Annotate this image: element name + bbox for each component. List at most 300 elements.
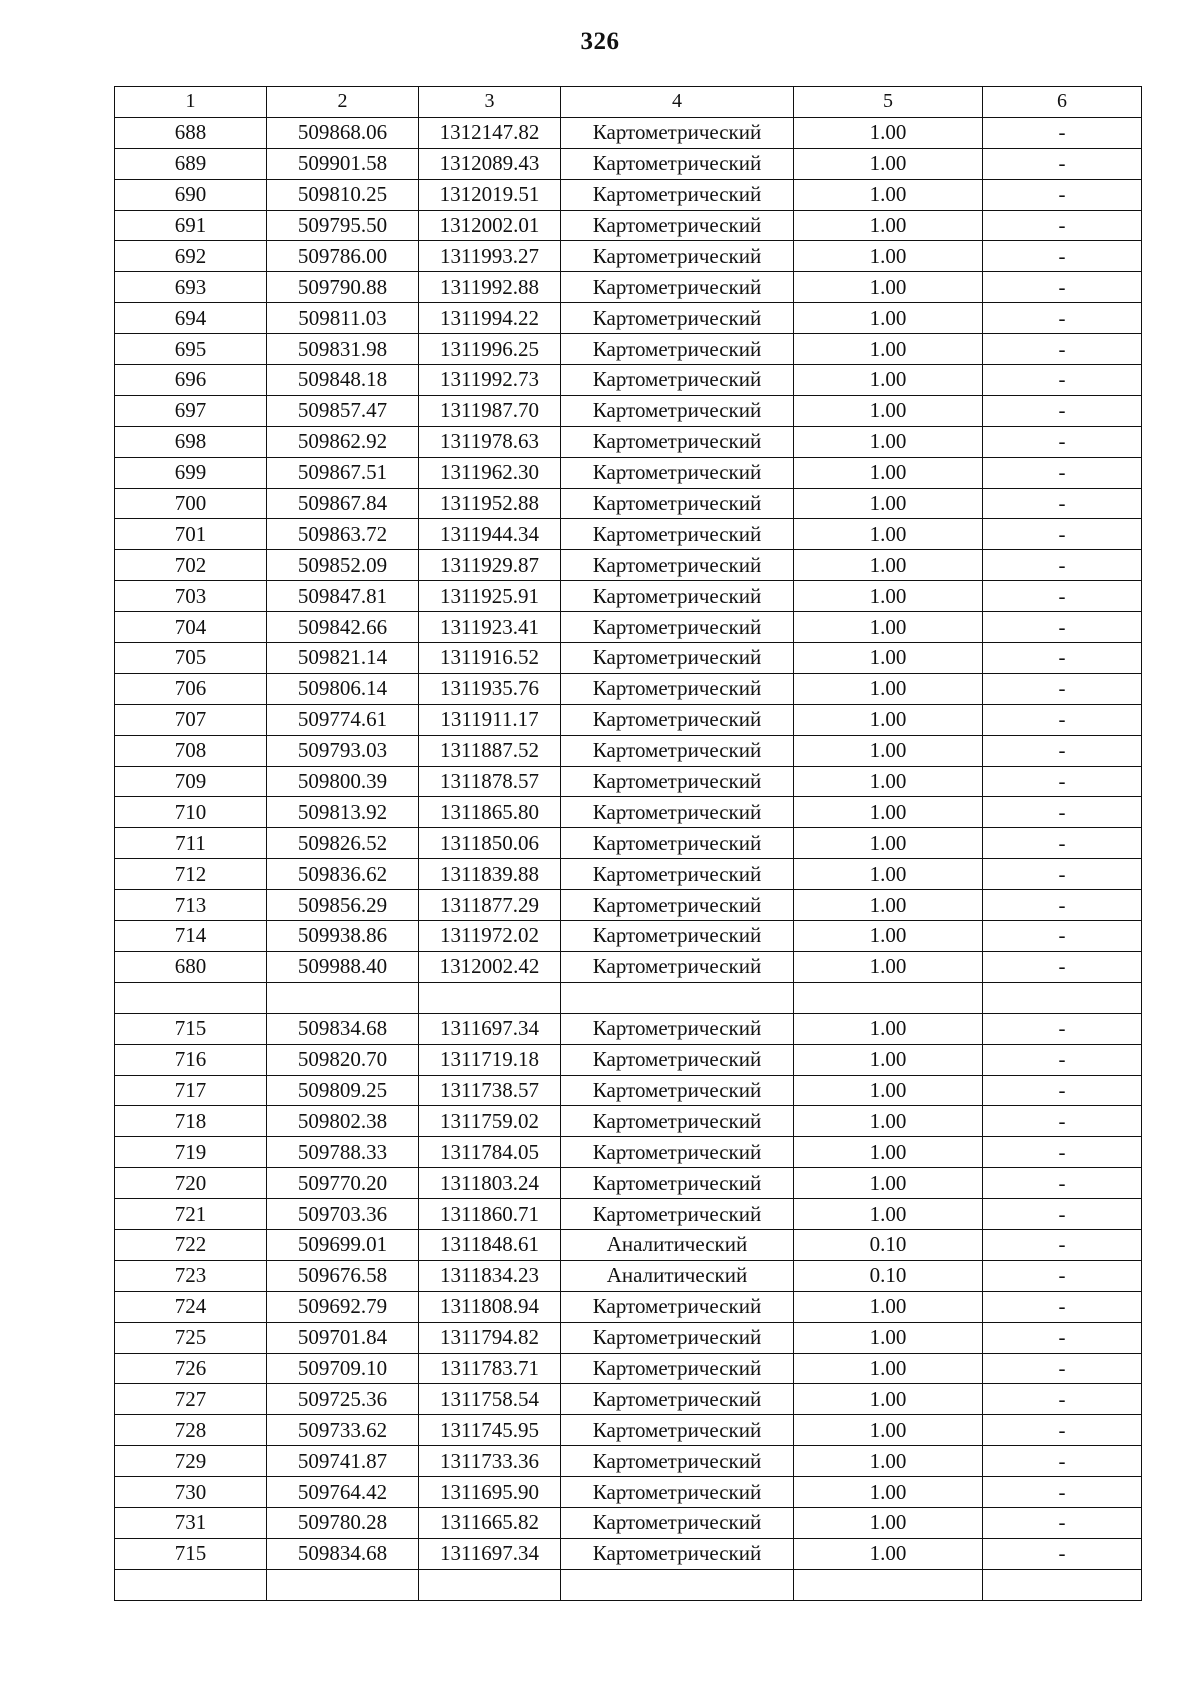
description-cell: - bbox=[983, 210, 1142, 241]
table-row bbox=[115, 519, 1142, 550]
y-coordinate-cell: 1311808.94 bbox=[419, 1291, 561, 1322]
method-cell: Картометрический bbox=[561, 643, 794, 674]
coordinates-table bbox=[114, 86, 1142, 1601]
method-cell: Картометрический bbox=[561, 1168, 794, 1199]
y-coordinate-cell: 1311911.17 bbox=[419, 704, 561, 735]
method-cell: Картометрический bbox=[561, 519, 794, 550]
point-number-cell: 700 bbox=[115, 488, 267, 519]
accuracy-cell: 1.00 bbox=[794, 1291, 983, 1322]
point-number-cell: 704 bbox=[115, 612, 267, 643]
table-row bbox=[115, 859, 1142, 890]
table-row bbox=[115, 828, 1142, 859]
point-number-cell: 725 bbox=[115, 1322, 267, 1353]
table-row bbox=[115, 1137, 1142, 1168]
x-coordinate-cell: 509764.42 bbox=[267, 1477, 419, 1508]
accuracy-cell: 1.00 bbox=[794, 859, 983, 890]
x-coordinate-cell: 509938.86 bbox=[267, 921, 419, 952]
point-number-cell: 692 bbox=[115, 241, 267, 272]
description-cell: - bbox=[983, 303, 1142, 334]
accuracy-cell bbox=[794, 1569, 983, 1600]
point-number-cell: 731 bbox=[115, 1507, 267, 1538]
x-coordinate-cell: 509793.03 bbox=[267, 735, 419, 766]
column-header: 5 bbox=[794, 87, 983, 118]
point-number-cell: 710 bbox=[115, 797, 267, 828]
table-row bbox=[115, 210, 1142, 241]
y-coordinate-cell: 1311697.34 bbox=[419, 1013, 561, 1044]
y-coordinate-cell: 1311877.29 bbox=[419, 890, 561, 921]
table-row bbox=[115, 581, 1142, 612]
x-coordinate-cell bbox=[267, 982, 419, 1013]
accuracy-cell: 1.00 bbox=[794, 1199, 983, 1230]
table-row bbox=[115, 1229, 1142, 1260]
description-cell: - bbox=[983, 951, 1142, 982]
description-cell: - bbox=[983, 1013, 1142, 1044]
table-row bbox=[115, 550, 1142, 581]
description-cell: - bbox=[983, 673, 1142, 704]
point-number-cell: 714 bbox=[115, 921, 267, 952]
table-row bbox=[115, 117, 1142, 148]
accuracy-cell: 1.00 bbox=[794, 643, 983, 674]
y-coordinate-cell: 1312019.51 bbox=[419, 179, 561, 210]
description-cell: - bbox=[983, 1353, 1142, 1384]
x-coordinate-cell: 509847.81 bbox=[267, 581, 419, 612]
point-number-cell: 721 bbox=[115, 1199, 267, 1230]
x-coordinate-cell: 509802.38 bbox=[267, 1106, 419, 1137]
x-coordinate-cell: 509788.33 bbox=[267, 1137, 419, 1168]
y-coordinate-cell: 1311923.41 bbox=[419, 612, 561, 643]
x-coordinate-cell: 509820.70 bbox=[267, 1044, 419, 1075]
description-cell: - bbox=[983, 735, 1142, 766]
accuracy-cell: 1.00 bbox=[794, 457, 983, 488]
method-cell: Картометрический bbox=[561, 1137, 794, 1168]
y-coordinate-cell: 1312002.42 bbox=[419, 951, 561, 982]
point-number-cell: 712 bbox=[115, 859, 267, 890]
y-coordinate-cell: 1311759.02 bbox=[419, 1106, 561, 1137]
point-number-cell: 717 bbox=[115, 1075, 267, 1106]
method-cell: Картометрический bbox=[561, 766, 794, 797]
accuracy-cell: 1.00 bbox=[794, 735, 983, 766]
accuracy-cell: 1.00 bbox=[794, 1415, 983, 1446]
column-header: 2 bbox=[267, 87, 419, 118]
x-coordinate-cell: 509709.10 bbox=[267, 1353, 419, 1384]
description-cell: - bbox=[983, 1044, 1142, 1075]
table-row bbox=[115, 1538, 1142, 1569]
method-cell: Картометрический bbox=[561, 272, 794, 303]
accuracy-cell: 0.10 bbox=[794, 1260, 983, 1291]
table-row bbox=[115, 766, 1142, 797]
y-coordinate-cell bbox=[419, 1569, 561, 1600]
table-row bbox=[115, 982, 1142, 1013]
description-cell: - bbox=[983, 1199, 1142, 1230]
description-cell: - bbox=[983, 272, 1142, 303]
method-cell: Картометрический bbox=[561, 1415, 794, 1446]
point-number-cell bbox=[115, 1569, 267, 1600]
x-coordinate-cell: 509725.36 bbox=[267, 1384, 419, 1415]
y-coordinate-cell: 1311952.88 bbox=[419, 488, 561, 519]
y-coordinate-cell: 1311719.18 bbox=[419, 1044, 561, 1075]
accuracy-cell: 1.00 bbox=[794, 210, 983, 241]
point-number-cell: 729 bbox=[115, 1446, 267, 1477]
point-number-cell: 702 bbox=[115, 550, 267, 581]
method-cell: Картометрический bbox=[561, 890, 794, 921]
x-coordinate-cell: 509741.87 bbox=[267, 1446, 419, 1477]
accuracy-cell: 1.00 bbox=[794, 1353, 983, 1384]
x-coordinate-cell: 509795.50 bbox=[267, 210, 419, 241]
x-coordinate-cell: 509733.62 bbox=[267, 1415, 419, 1446]
table-row bbox=[115, 704, 1142, 735]
y-coordinate-cell: 1312089.43 bbox=[419, 148, 561, 179]
point-number-cell: 698 bbox=[115, 426, 267, 457]
point-number-cell: 728 bbox=[115, 1415, 267, 1446]
x-coordinate-cell bbox=[267, 1569, 419, 1600]
description-cell: - bbox=[983, 581, 1142, 612]
table-row bbox=[115, 488, 1142, 519]
method-cell: Картометрический bbox=[561, 426, 794, 457]
table-row bbox=[115, 457, 1142, 488]
x-coordinate-cell: 509901.58 bbox=[267, 148, 419, 179]
method-cell: Картометрический bbox=[561, 1075, 794, 1106]
method-cell: Картометрический bbox=[561, 179, 794, 210]
method-cell: Картометрический bbox=[561, 673, 794, 704]
column-header: 3 bbox=[419, 87, 561, 118]
x-coordinate-cell: 509806.14 bbox=[267, 673, 419, 704]
point-number-cell: 689 bbox=[115, 148, 267, 179]
table-row bbox=[115, 1168, 1142, 1199]
point-number-cell: 680 bbox=[115, 951, 267, 982]
description-cell: - bbox=[983, 797, 1142, 828]
table-row bbox=[115, 797, 1142, 828]
description-cell: - bbox=[983, 859, 1142, 890]
description-cell: - bbox=[983, 890, 1142, 921]
table-row bbox=[115, 241, 1142, 272]
method-cell: Картометрический bbox=[561, 1538, 794, 1569]
y-coordinate-cell: 1311733.36 bbox=[419, 1446, 561, 1477]
method-cell: Картометрический bbox=[561, 550, 794, 581]
method-cell: Картометрический bbox=[561, 1384, 794, 1415]
x-coordinate-cell: 509821.14 bbox=[267, 643, 419, 674]
point-number-cell: 690 bbox=[115, 179, 267, 210]
accuracy-cell: 1.00 bbox=[794, 334, 983, 365]
point-number-cell: 708 bbox=[115, 735, 267, 766]
description-cell: - bbox=[983, 1538, 1142, 1569]
point-number-cell: 727 bbox=[115, 1384, 267, 1415]
method-cell: Картометрический bbox=[561, 241, 794, 272]
method-cell: Картометрический bbox=[561, 797, 794, 828]
point-number-cell: 719 bbox=[115, 1137, 267, 1168]
x-coordinate-cell: 509809.25 bbox=[267, 1075, 419, 1106]
point-number-cell: 703 bbox=[115, 581, 267, 612]
method-cell: Картометрический bbox=[561, 859, 794, 890]
accuracy-cell: 1.00 bbox=[794, 1106, 983, 1137]
column-header: 6 bbox=[983, 87, 1142, 118]
description-cell: - bbox=[983, 643, 1142, 674]
x-coordinate-cell: 509852.09 bbox=[267, 550, 419, 581]
accuracy-cell: 1.00 bbox=[794, 1044, 983, 1075]
y-coordinate-cell: 1311697.34 bbox=[419, 1538, 561, 1569]
method-cell: Аналитический bbox=[561, 1229, 794, 1260]
accuracy-cell: 1.00 bbox=[794, 1322, 983, 1353]
description-cell: - bbox=[983, 365, 1142, 396]
method-cell bbox=[561, 982, 794, 1013]
table-row bbox=[115, 1075, 1142, 1106]
method-cell: Картометрический bbox=[561, 1477, 794, 1508]
x-coordinate-cell: 509701.84 bbox=[267, 1322, 419, 1353]
point-number-cell: 722 bbox=[115, 1229, 267, 1260]
y-coordinate-cell: 1312002.01 bbox=[419, 210, 561, 241]
table-row bbox=[115, 673, 1142, 704]
description-cell: - bbox=[983, 828, 1142, 859]
table-row bbox=[115, 303, 1142, 334]
y-coordinate-cell: 1311665.82 bbox=[419, 1507, 561, 1538]
table-row bbox=[115, 179, 1142, 210]
accuracy-cell: 1.00 bbox=[794, 1013, 983, 1044]
y-coordinate-cell: 1311803.24 bbox=[419, 1168, 561, 1199]
accuracy-cell: 1.00 bbox=[794, 1137, 983, 1168]
y-coordinate-cell: 1311916.52 bbox=[419, 643, 561, 674]
table-body bbox=[115, 117, 1142, 1600]
table-row bbox=[115, 1260, 1142, 1291]
method-cell: Картометрический bbox=[561, 1507, 794, 1538]
x-coordinate-cell: 509774.61 bbox=[267, 704, 419, 735]
point-number-cell: 711 bbox=[115, 828, 267, 859]
table-row bbox=[115, 272, 1142, 303]
column-header: 1 bbox=[115, 87, 267, 118]
x-coordinate-cell: 509867.84 bbox=[267, 488, 419, 519]
accuracy-cell: 1.00 bbox=[794, 890, 983, 921]
x-coordinate-cell: 509692.79 bbox=[267, 1291, 419, 1322]
method-cell: Картометрический bbox=[561, 488, 794, 519]
point-number-cell: 694 bbox=[115, 303, 267, 334]
table-row bbox=[115, 1106, 1142, 1137]
point-number-cell: 720 bbox=[115, 1168, 267, 1199]
description-cell: - bbox=[983, 704, 1142, 735]
x-coordinate-cell: 509790.88 bbox=[267, 272, 419, 303]
accuracy-cell: 1.00 bbox=[794, 1384, 983, 1415]
accuracy-cell: 1.00 bbox=[794, 673, 983, 704]
accuracy-cell: 1.00 bbox=[794, 148, 983, 179]
point-number-cell: 724 bbox=[115, 1291, 267, 1322]
point-number-cell: 730 bbox=[115, 1477, 267, 1508]
description-cell: - bbox=[983, 921, 1142, 952]
y-coordinate-cell: 1311860.71 bbox=[419, 1199, 561, 1230]
accuracy-cell: 1.00 bbox=[794, 303, 983, 334]
method-cell: Картометрический bbox=[561, 1446, 794, 1477]
description-cell: - bbox=[983, 334, 1142, 365]
point-number-cell: 723 bbox=[115, 1260, 267, 1291]
x-coordinate-cell: 509848.18 bbox=[267, 365, 419, 396]
y-coordinate-cell bbox=[419, 982, 561, 1013]
method-cell: Картометрический bbox=[561, 704, 794, 735]
table-row bbox=[115, 890, 1142, 921]
description-cell bbox=[983, 1569, 1142, 1600]
table-row bbox=[115, 612, 1142, 643]
point-number-cell: 688 bbox=[115, 117, 267, 148]
description-cell: - bbox=[983, 766, 1142, 797]
y-coordinate-cell: 1311925.91 bbox=[419, 581, 561, 612]
y-coordinate-cell: 1311887.52 bbox=[419, 735, 561, 766]
x-coordinate-cell: 509699.01 bbox=[267, 1229, 419, 1260]
accuracy-cell: 0.10 bbox=[794, 1229, 983, 1260]
accuracy-cell: 1.00 bbox=[794, 612, 983, 643]
table-row bbox=[115, 426, 1142, 457]
description-cell: - bbox=[983, 395, 1142, 426]
accuracy-cell: 1.00 bbox=[794, 951, 983, 982]
y-coordinate-cell: 1311962.30 bbox=[419, 457, 561, 488]
method-cell: Картометрический bbox=[561, 1291, 794, 1322]
accuracy-cell: 1.00 bbox=[794, 365, 983, 396]
method-cell: Картометрический bbox=[561, 612, 794, 643]
accuracy-cell: 1.00 bbox=[794, 704, 983, 735]
point-number-cell: 709 bbox=[115, 766, 267, 797]
x-coordinate-cell: 509831.98 bbox=[267, 334, 419, 365]
description-cell: - bbox=[983, 1168, 1142, 1199]
method-cell: Картометрический bbox=[561, 334, 794, 365]
y-coordinate-cell: 1311992.88 bbox=[419, 272, 561, 303]
table-row bbox=[115, 1291, 1142, 1322]
accuracy-cell: 1.00 bbox=[794, 797, 983, 828]
x-coordinate-cell: 509810.25 bbox=[267, 179, 419, 210]
description-cell bbox=[983, 982, 1142, 1013]
method-cell: Картометрический bbox=[561, 1322, 794, 1353]
table-row bbox=[115, 921, 1142, 952]
accuracy-cell: 1.00 bbox=[794, 488, 983, 519]
accuracy-cell bbox=[794, 982, 983, 1013]
y-coordinate-cell: 1311944.34 bbox=[419, 519, 561, 550]
point-number-cell: 715 bbox=[115, 1013, 267, 1044]
y-coordinate-cell: 1311978.63 bbox=[419, 426, 561, 457]
description-cell: - bbox=[983, 612, 1142, 643]
point-number-cell: 707 bbox=[115, 704, 267, 735]
table-row bbox=[115, 1044, 1142, 1075]
table-row bbox=[115, 1507, 1142, 1538]
accuracy-cell: 1.00 bbox=[794, 1446, 983, 1477]
method-cell: Картометрический bbox=[561, 148, 794, 179]
accuracy-cell: 1.00 bbox=[794, 1538, 983, 1569]
table-row bbox=[115, 1199, 1142, 1230]
y-coordinate-cell: 1311834.23 bbox=[419, 1260, 561, 1291]
method-cell: Картометрический bbox=[561, 581, 794, 612]
accuracy-cell: 1.00 bbox=[794, 426, 983, 457]
description-cell: - bbox=[983, 488, 1142, 519]
x-coordinate-cell: 509857.47 bbox=[267, 395, 419, 426]
accuracy-cell: 1.00 bbox=[794, 241, 983, 272]
description-cell: - bbox=[983, 1137, 1142, 1168]
y-coordinate-cell: 1311987.70 bbox=[419, 395, 561, 426]
x-coordinate-cell: 509868.06 bbox=[267, 117, 419, 148]
method-cell: Картометрический bbox=[561, 1044, 794, 1075]
y-coordinate-cell: 1312147.82 bbox=[419, 117, 561, 148]
y-coordinate-cell: 1311850.06 bbox=[419, 828, 561, 859]
point-number-cell: 693 bbox=[115, 272, 267, 303]
method-cell: Картометрический bbox=[561, 951, 794, 982]
table-row bbox=[115, 1353, 1142, 1384]
table-row bbox=[115, 148, 1142, 179]
description-cell: - bbox=[983, 1415, 1142, 1446]
method-cell: Аналитический bbox=[561, 1260, 794, 1291]
table-row bbox=[115, 1569, 1142, 1600]
accuracy-cell: 1.00 bbox=[794, 395, 983, 426]
description-cell: - bbox=[983, 179, 1142, 210]
x-coordinate-cell: 509800.39 bbox=[267, 766, 419, 797]
y-coordinate-cell: 1311784.05 bbox=[419, 1137, 561, 1168]
y-coordinate-cell: 1311993.27 bbox=[419, 241, 561, 272]
table-row bbox=[115, 1322, 1142, 1353]
method-cell bbox=[561, 1569, 794, 1600]
description-cell: - bbox=[983, 550, 1142, 581]
accuracy-cell: 1.00 bbox=[794, 1168, 983, 1199]
point-number-cell: 713 bbox=[115, 890, 267, 921]
description-cell: - bbox=[983, 1291, 1142, 1322]
y-coordinate-cell: 1311848.61 bbox=[419, 1229, 561, 1260]
method-cell: Картометрический bbox=[561, 921, 794, 952]
description-cell: - bbox=[983, 241, 1142, 272]
y-coordinate-cell: 1311695.90 bbox=[419, 1477, 561, 1508]
x-coordinate-cell: 509834.68 bbox=[267, 1538, 419, 1569]
point-number-cell: 706 bbox=[115, 673, 267, 704]
method-cell: Картометрический bbox=[561, 395, 794, 426]
description-cell: - bbox=[983, 1106, 1142, 1137]
table-row bbox=[115, 395, 1142, 426]
description-cell: - bbox=[983, 1260, 1142, 1291]
table-row bbox=[115, 951, 1142, 982]
method-cell: Картометрический bbox=[561, 117, 794, 148]
description-cell: - bbox=[983, 148, 1142, 179]
method-cell: Картометрический bbox=[561, 735, 794, 766]
description-cell: - bbox=[983, 1446, 1142, 1477]
accuracy-cell: 1.00 bbox=[794, 1075, 983, 1106]
y-coordinate-cell: 1311994.22 bbox=[419, 303, 561, 334]
accuracy-cell: 1.00 bbox=[794, 921, 983, 952]
accuracy-cell: 1.00 bbox=[794, 766, 983, 797]
method-cell: Картометрический bbox=[561, 303, 794, 334]
accuracy-cell: 1.00 bbox=[794, 581, 983, 612]
y-coordinate-cell: 1311972.02 bbox=[419, 921, 561, 952]
y-coordinate-cell: 1311929.87 bbox=[419, 550, 561, 581]
x-coordinate-cell: 509676.58 bbox=[267, 1260, 419, 1291]
point-number-cell: 695 bbox=[115, 334, 267, 365]
accuracy-cell: 1.00 bbox=[794, 1477, 983, 1508]
page-number: 326 bbox=[580, 28, 620, 55]
x-coordinate-cell: 509813.92 bbox=[267, 797, 419, 828]
table-row bbox=[115, 1477, 1142, 1508]
table-row bbox=[115, 1415, 1142, 1446]
accuracy-cell: 1.00 bbox=[794, 179, 983, 210]
x-coordinate-cell: 509856.29 bbox=[267, 890, 419, 921]
method-cell: Картометрический bbox=[561, 1106, 794, 1137]
x-coordinate-cell: 509863.72 bbox=[267, 519, 419, 550]
x-coordinate-cell: 509826.52 bbox=[267, 828, 419, 859]
x-coordinate-cell: 509770.20 bbox=[267, 1168, 419, 1199]
description-cell: - bbox=[983, 1322, 1142, 1353]
x-coordinate-cell: 509780.28 bbox=[267, 1507, 419, 1538]
x-coordinate-cell: 509836.62 bbox=[267, 859, 419, 890]
method-cell: Картометрический bbox=[561, 1353, 794, 1384]
point-number-cell: 701 bbox=[115, 519, 267, 550]
x-coordinate-cell: 509867.51 bbox=[267, 457, 419, 488]
point-number-cell: 726 bbox=[115, 1353, 267, 1384]
description-cell: - bbox=[983, 1507, 1142, 1538]
method-cell: Картометрический bbox=[561, 1199, 794, 1230]
accuracy-cell: 1.00 bbox=[794, 828, 983, 859]
method-cell: Картометрический bbox=[561, 457, 794, 488]
y-coordinate-cell: 1311935.76 bbox=[419, 673, 561, 704]
y-coordinate-cell: 1311992.73 bbox=[419, 365, 561, 396]
point-number-cell: 715 bbox=[115, 1538, 267, 1569]
y-coordinate-cell: 1311865.80 bbox=[419, 797, 561, 828]
description-cell: - bbox=[983, 457, 1142, 488]
x-coordinate-cell: 509834.68 bbox=[267, 1013, 419, 1044]
point-number-cell: 691 bbox=[115, 210, 267, 241]
